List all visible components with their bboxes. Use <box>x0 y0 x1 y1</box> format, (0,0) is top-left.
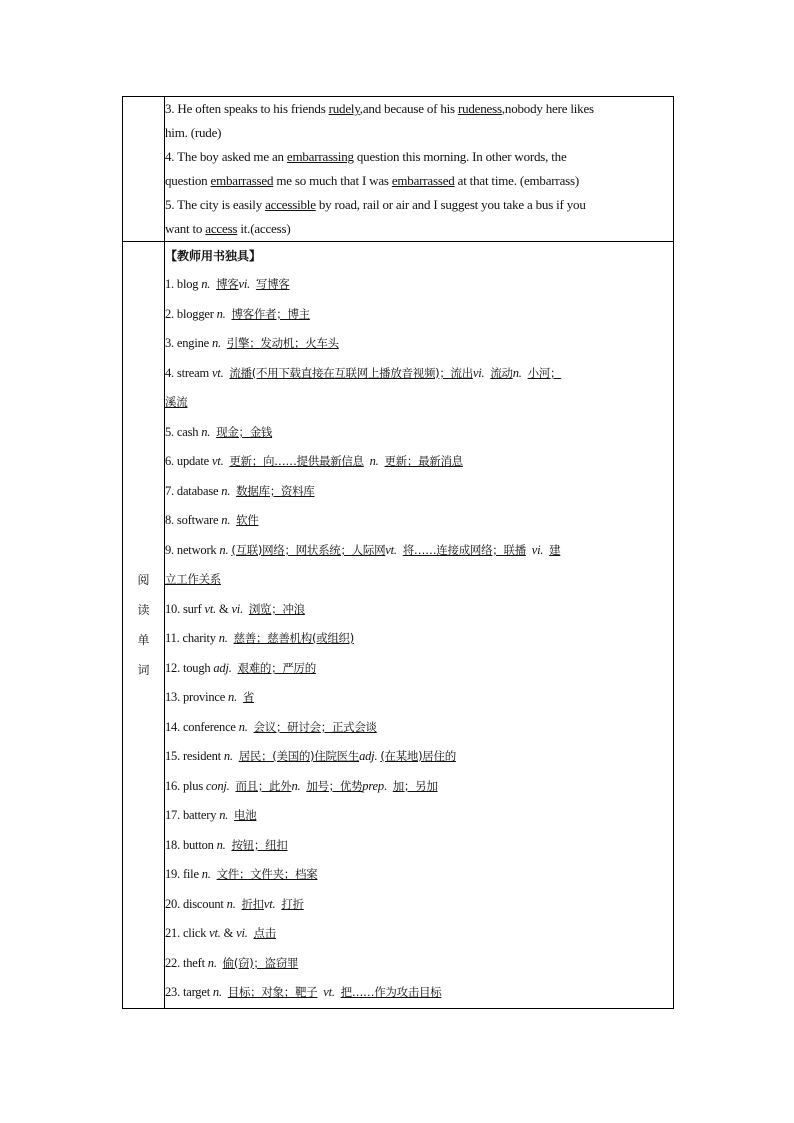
vocab-term: 12. tough <box>165 660 214 675</box>
vocab-item <box>165 300 673 330</box>
answer-word: embarrassed <box>210 173 274 188</box>
sentence-text: 4. The boy asked me an <box>165 149 287 164</box>
part-of-speech: n. <box>291 778 301 793</box>
vocab-meaning: 电池 <box>234 808 257 822</box>
sentence-text: him. (rude) <box>165 125 222 140</box>
exercise-sentences <box>165 97 673 241</box>
vocab-term: & <box>223 926 237 940</box>
vocab-term: 17. battery <box>165 808 220 822</box>
vocab-item <box>165 506 673 536</box>
vocab-item <box>165 359 673 389</box>
answer-word: access <box>205 221 238 236</box>
part-of-speech: n. <box>201 867 211 881</box>
answer-word: accessible <box>265 197 316 212</box>
vocab-meaning: 立工作关系 <box>165 572 221 586</box>
vocab-meaning: 会议；研讨会；正式会谈 <box>253 719 377 734</box>
vocab-term: 7. database <box>165 483 222 498</box>
part-of-speech: vi. <box>531 542 544 557</box>
vocab-meaning: 居民；(美国的)住院医生 <box>238 749 360 763</box>
vocab-meaning: 现金；金钱 <box>216 424 273 439</box>
part-of-speech: n. <box>201 277 211 291</box>
part-of-speech: n. <box>212 985 222 999</box>
part-of-speech: vt. <box>211 454 224 468</box>
vocab-item <box>165 831 673 861</box>
vocab-term: 15. resident <box>165 749 224 763</box>
vocab-item <box>165 949 673 979</box>
vocab-term: . <box>383 778 387 793</box>
part-of-speech: n. <box>223 749 233 763</box>
vocab-meaning: 艰难的；严厉的 <box>237 660 316 675</box>
sentence-text: question <box>165 173 211 188</box>
vocab-meaning: 慈善；慈善机构(或组织) <box>233 631 354 645</box>
vocab-item <box>165 418 673 448</box>
vocab-meaning: 浏览；冲浪 <box>248 601 305 616</box>
vocab-term: 13. province <box>165 690 229 704</box>
answer-word: rudeness <box>457 101 502 116</box>
vocab-item <box>165 713 673 743</box>
vocab-item <box>165 978 673 1008</box>
vocab-item <box>165 801 673 831</box>
section-label-char: 单 <box>137 633 150 647</box>
vocab-item <box>165 860 673 890</box>
sentence-text: ,nobody here likes <box>501 101 594 116</box>
part-of-speech: conj. <box>205 778 230 793</box>
answer-word: rudely <box>328 101 360 116</box>
vocab-term: 22. theft <box>165 955 208 970</box>
vocab-item <box>165 565 673 595</box>
vocab-meaning: 将……连接成网络；联播 <box>402 542 526 557</box>
part-of-speech: n. <box>221 513 231 527</box>
exercise-line <box>165 97 673 121</box>
vocab-item <box>165 624 673 654</box>
vocab-item <box>165 270 673 300</box>
part-of-speech: vi. <box>472 365 485 380</box>
section-label-char: 读 <box>137 603 150 617</box>
part-of-speech: vt. <box>263 896 276 911</box>
part-of-speech: vt. <box>209 926 224 940</box>
part-of-speech: n. <box>369 454 379 468</box>
part-of-speech: vt. <box>204 601 219 616</box>
sentence-text: want to <box>165 221 206 236</box>
part-of-speech: n. <box>216 306 226 321</box>
vocab-item <box>165 536 673 566</box>
part-of-speech: n. <box>512 365 522 380</box>
part-of-speech: adj. <box>359 749 378 763</box>
vocab-meaning: 更新；向……提供最新信息 <box>229 454 364 468</box>
vocab-meaning: 加号；优势 <box>306 778 363 793</box>
vocab-item <box>165 654 673 684</box>
vocab-meaning: 建 <box>549 542 561 557</box>
vocab-item <box>165 477 673 507</box>
vocab-meaning: 流播(不用下载直接在互联网上播放音视频)；流出 <box>229 365 473 380</box>
vocab-term: 19. file <box>165 867 202 881</box>
vocab-meaning: 按钮；纽扣 <box>231 837 288 852</box>
section-label-cell <box>123 242 165 1009</box>
vocab-term: 21. click <box>165 926 210 940</box>
part-of-speech: vi. <box>236 926 248 940</box>
exercise-line <box>165 193 673 217</box>
vocab-meaning: 博客 <box>216 277 239 291</box>
vocab-term: 1. blog <box>165 277 202 291</box>
vocab-item <box>165 595 673 625</box>
part-of-speech: n. <box>219 808 229 822</box>
vocab-meaning: 省 <box>242 690 255 704</box>
part-of-speech: n. <box>219 542 229 557</box>
vocab-term: 11. charity <box>165 631 219 645</box>
sentence-text: 5. The city is easily <box>165 197 266 212</box>
vocab-meaning: 折扣 <box>241 896 264 911</box>
part-of-speech: vi. <box>231 601 243 616</box>
vocab-term: 6. update <box>165 454 212 468</box>
vocab-term: & <box>219 601 232 616</box>
sentence-text: question this morning. In other words, the <box>353 149 567 164</box>
part-of-speech: vt. <box>323 985 335 999</box>
part-of-speech: n. <box>221 483 231 498</box>
vocab-term: 23. target <box>165 985 213 999</box>
section-label <box>123 242 164 1008</box>
vocab-meaning: 数据库；资料库 <box>236 483 315 498</box>
vocab-meaning: 目标；对象；靶子 <box>227 985 318 999</box>
sentence-text: 3. He often speaks to his friends <box>165 101 329 116</box>
vocab-item <box>165 742 673 772</box>
exercise-line <box>165 169 673 193</box>
vocab-item <box>165 447 673 477</box>
exercise-row <box>123 97 674 242</box>
part-of-speech: n. <box>201 424 211 439</box>
part-of-speech: adj. <box>213 660 232 675</box>
vocab-table <box>122 96 674 1009</box>
vocab-item <box>165 890 673 920</box>
part-of-speech: n. <box>211 336 221 350</box>
vocab-meaning: 点击 <box>253 926 276 940</box>
vocab-meaning: 软件 <box>236 513 259 527</box>
part-of-speech: vt. <box>385 542 397 557</box>
vocab-meaning: 打折 <box>281 896 304 911</box>
vocab-item <box>165 919 673 949</box>
part-of-speech: prep <box>362 778 384 793</box>
part-of-speech: n. <box>228 690 237 704</box>
vocab-meaning: 而且；此外 <box>235 778 292 793</box>
part-of-speech: n. <box>218 631 228 645</box>
vocab-term: 16. plus <box>165 778 206 793</box>
vocab-content-cell <box>165 242 674 1009</box>
vocab-item <box>165 772 673 802</box>
vocab-item <box>165 683 673 713</box>
vocab-meaning: (互联)网络；网状系统；人际网 <box>231 542 386 557</box>
vocab-heading: 【教师用书独具】 <box>165 249 262 263</box>
vocab-meaning: 博客作者；博主 <box>231 306 310 321</box>
vocab-meaning: 把……作为攻击目标 <box>340 985 442 999</box>
vocab-term: 14. conference <box>165 719 239 734</box>
part-of-speech: vt. <box>211 365 224 380</box>
vocab-term: 8. software <box>165 513 222 527</box>
part-of-speech: n. <box>216 837 226 852</box>
part-of-speech: vi. <box>238 277 251 291</box>
vocab-meaning: 溪流 <box>165 395 188 409</box>
exercise-line <box>165 121 673 145</box>
part-of-speech: n. <box>207 955 217 970</box>
vocab-meaning: 偷(窃)；盗窃罪 <box>222 955 299 970</box>
exercise-label-cell <box>123 97 165 242</box>
exercise-content-cell <box>165 97 674 242</box>
vocab-meaning: 加；另加 <box>392 778 438 793</box>
vocab-term: 18. button <box>165 837 217 852</box>
vocab-meaning: 更新；最新消息 <box>384 454 463 468</box>
vocab-row <box>123 242 674 1009</box>
vocab-meaning: 写博客 <box>255 277 290 291</box>
vocab-term: 20. discount <box>165 896 227 911</box>
sentence-text: me so much that I was <box>273 173 392 188</box>
vocab-term: 4. stream <box>165 365 212 380</box>
vocab-list <box>165 270 673 1008</box>
vocab-term: 2. blogger <box>165 306 217 321</box>
part-of-speech: n. <box>238 719 248 734</box>
vocab-meaning: 引擎；发动机；火车头 <box>226 336 339 350</box>
vocab-meaning: (在某地)居住的 <box>380 749 456 763</box>
vocab-term: 3. engine <box>165 336 212 350</box>
part-of-speech: n. <box>226 896 236 911</box>
vocab-term: 5. cash <box>165 424 202 439</box>
vocab-item <box>165 388 673 418</box>
vocab-meaning: 文件；文件夹；档案 <box>216 867 318 881</box>
vocab-term: 9. network <box>165 542 220 557</box>
vocab-term: 10. surf <box>165 601 205 616</box>
vocab-meaning: 流动 <box>490 365 513 380</box>
vocab-item <box>165 329 673 359</box>
answer-word: embarrassed <box>391 173 455 188</box>
sentence-text: at that time. (embarrass) <box>454 173 579 188</box>
exercise-line <box>165 217 673 241</box>
exercise-line <box>165 145 673 169</box>
section-label-char: 阅 <box>137 573 150 587</box>
answer-word: embarrassing <box>286 149 354 164</box>
sentence-text: by road, rail or air and I suggest you take a bus if you <box>315 197 586 212</box>
vocab-meaning: 小河； <box>527 365 562 380</box>
section-label-char: 词 <box>137 663 150 677</box>
sentence-text: it.(access) <box>237 221 291 236</box>
sentence-text: ,and because of his <box>359 101 458 116</box>
